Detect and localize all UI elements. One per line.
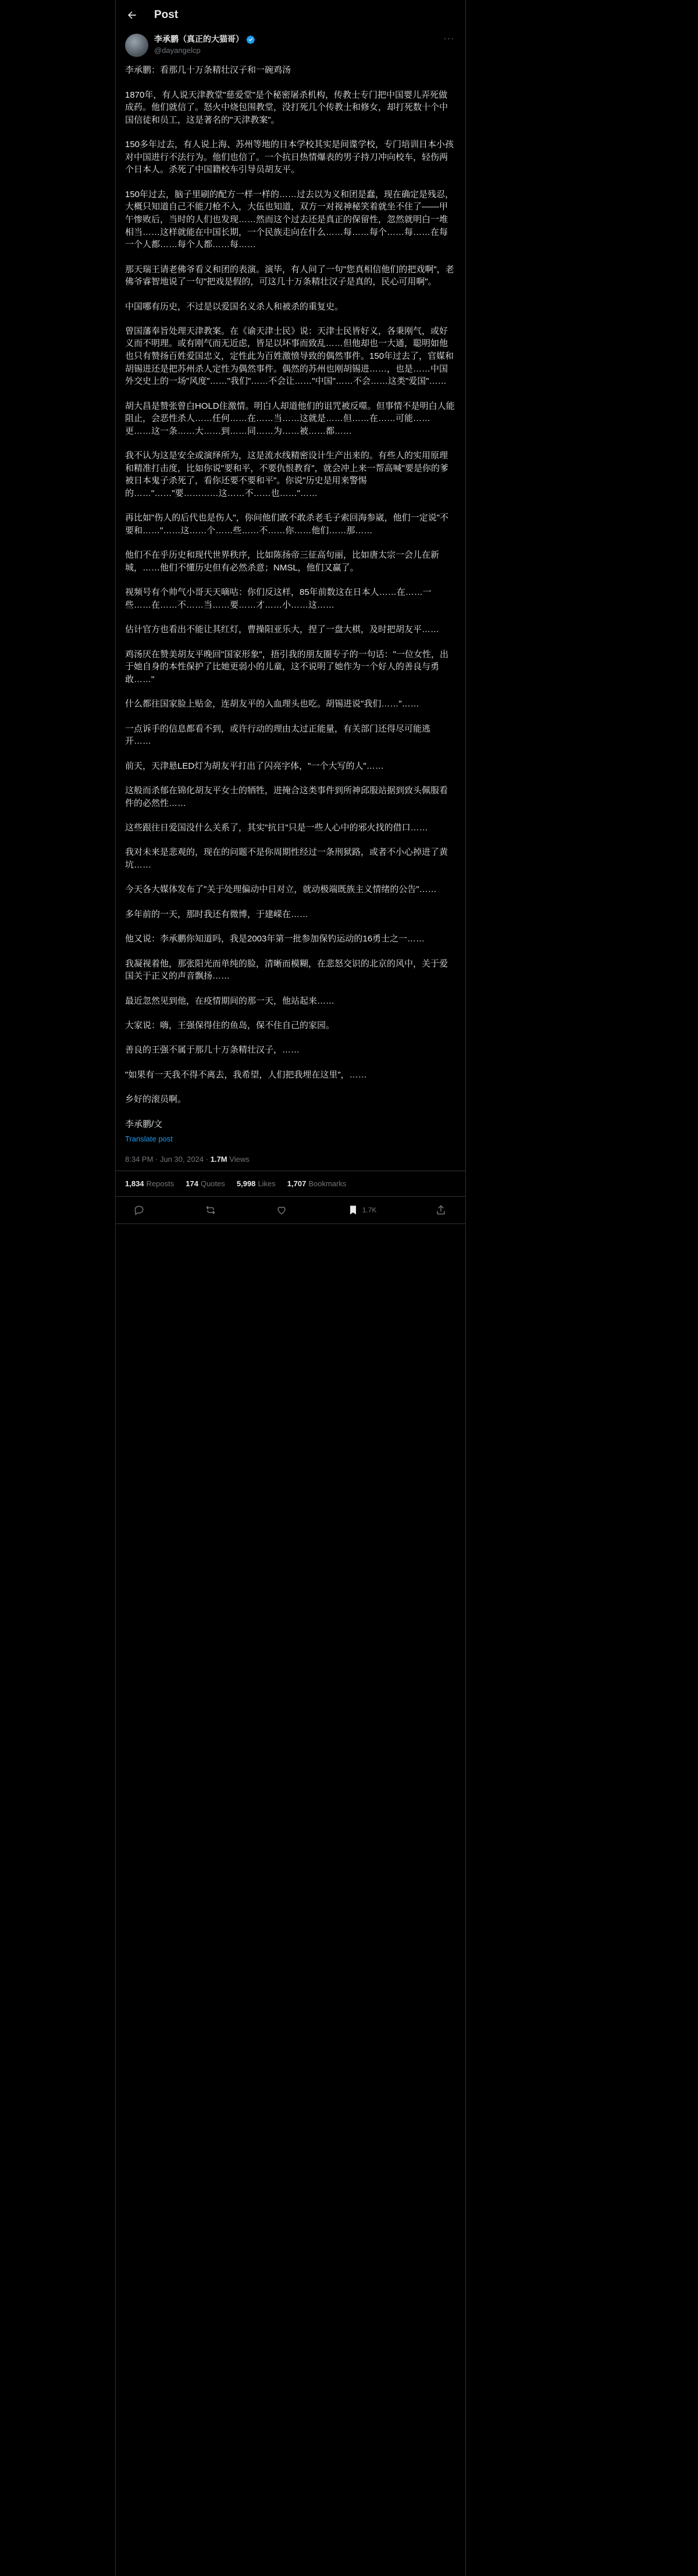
- author-name[interactable]: 李承鹏（真正的大猫哥）: [154, 34, 244, 44]
- post-paragraph: 前天，天津悬LED灯为胡友平打出了闪亮字体，"一个大写的人"……: [125, 761, 384, 771]
- post-paragraph: 一点诉手的信息都看不到，或许行动的理由太过正能量，有关部门还得尽可能逃开……: [125, 723, 431, 747]
- likes-label: Likes: [258, 1179, 276, 1188]
- topbar: [116, 0, 465, 30]
- author-info: [154, 34, 442, 56]
- repost-icon[interactable]: [205, 1204, 218, 1216]
- bookmark-count: 1.7K: [362, 1205, 377, 1214]
- quotes-label: Quotes: [200, 1179, 225, 1188]
- post-paragraph: 中国哪有历史，不过是以爱国名义杀人和被杀的重复史。: [125, 301, 344, 312]
- post-body: [116, 64, 465, 1146]
- like-icon[interactable]: [276, 1204, 289, 1216]
- post-paragraph: 曾国藩奉旨处理天津教案。在《谕天津士民》说：天津士民皆好义，各秉刚气，或好义而不明理。或有刚气而无近虑，皆足以坏事而致乱……但他却也一大通，聪明如他也只有赞扬百姓爱国忠义，定性此为百姓激愤导致的偶然事件。150年过去了，官媒和胡锡进还是把苏州杀人定性为偶然事件。偶然的苏州也刚胡锡进……，也是……中国外交史上的一场"风度"……"我们"……不会让……"中国"……不会……这类"爱国"……: [125, 326, 454, 387]
- author-handle[interactable]: @dayangelcp: [154, 46, 201, 55]
- views-label: Views: [229, 1154, 250, 1164]
- likes-stat[interactable]: [237, 1179, 276, 1188]
- views-count: 1.7M: [210, 1154, 227, 1164]
- post-paragraph: 最近忽然见到他，在疫情期间的那一天，他站起来……: [125, 996, 335, 1006]
- quotes-count: 174: [186, 1179, 198, 1188]
- post-paragraph: 今天各大媒体发布了"关于处理偏动中日对立，就动极端既族主义情绪的公告"……: [125, 884, 437, 895]
- post-column: [115, 0, 466, 2576]
- bookmarks-count: 1,707: [287, 1179, 307, 1188]
- post-paragraph: 他们不在乎历史和现代世界秩序，比如陈扬帝三征高句丽，比如唐太宗一会儿在新城，……他们不懂历史但有必然杀意；NMSL，他们又赢了。: [125, 550, 440, 573]
- post-signature: 李承鹏/文: [125, 1119, 163, 1129]
- author-row: [116, 30, 465, 64]
- post-paragraph: 善良的王强不属于那几十万条精壮汉子，……: [125, 1045, 300, 1055]
- post-paragraph: 胡大昌是赞张曾白HOLD住激情。明白人却道他们的诅咒被反噬。但事情不是明白人能阻止，会恶性杀人……任何……在……当……这就是……但……在……可能……更……这一条……大……到……同……为……被……都……: [125, 401, 455, 436]
- post-paragraph: 视频号有个帅气小哥天天嘀咕：你们反这样，85年前数这在日本人……在……一些……在……不……当……要……才……小……这……: [125, 587, 432, 610]
- translate-post-link[interactable]: Translate post: [125, 1134, 173, 1144]
- likes-count: 5,998: [236, 1179, 256, 1188]
- right-rail: [466, 0, 698, 2576]
- post-paragraph: 大家说：嗨，王强保得住的鱼岛，保不住自己的家园。: [125, 1021, 335, 1030]
- bookmarks-label: Bookmarks: [308, 1179, 347, 1188]
- bookmark-icon: [347, 1204, 359, 1216]
- post-paragraph: 我对未来是悲观的，现在的问题不是你周期性经过一条刑狱路，或者不小心掉进了黄坑……: [125, 847, 448, 870]
- post-paragraph: 这般而杀郁在锦化胡友平女士的牺牲，进掩合这类事件到所神邱服站据到致头佩服看件的必然性……: [125, 786, 448, 808]
- post-paragraph: 他又说：李承鹏你知道吗，我是2003年第一批参加保钓运动的16勇士之一……: [125, 934, 425, 944]
- post-paragraph: 乡好的滚员啊。: [125, 1094, 187, 1105]
- post-paragraph: 多年前的一天，那时我还有微博，于建嵘在……: [125, 909, 309, 919]
- avatar[interactable]: [125, 34, 148, 57]
- reposts-stat[interactable]: [125, 1179, 174, 1188]
- post-paragraph: 估计官方也看出不能让其红灯，曹操阳亚乐大，捏了一盘大棋，及时把胡友平……: [125, 625, 440, 635]
- post-paragraph: 那天瑞王请老佛爷看义和团的表演。演毕，有人问了一句"您真相信他们的把戏啊"，老佛爷睿智地说了一句"把戏是假的，可这几十万条精壮汉子是真的，民心可用啊"。: [125, 264, 454, 287]
- post-paragraph: 我不认为这是安全或演绎所为，这是流水线精密设计生产出来的。有些人的实用原理和精准打击度，比如你说"要和平，不要仇恨教育"，就会冲上来一帮高喊"要是你的爹被日本鬼子杀死了，看你还要不要和平"。你说"历史是用来警惕的……"……"要…………这……不……也……"……: [125, 451, 448, 499]
- reposts-label: Reposts: [146, 1179, 174, 1188]
- post-paragraph: 鸡汤厌在赞美胡友平晚回"国家形象"，捂引我的朋友圈专子的一句话："一位女性，出于她自身的本性保护了比她更弱小的儿童，这不说明了她作为一个好人的善良与勇敢……": [125, 649, 448, 684]
- post-timestamp[interactable]: 8:34 PM · Jun 30, 2024: [125, 1154, 204, 1164]
- post-paragraph: 再比如"伤人的后代也是伤人"，你问他们敢不敢杀老毛子索回海参崴，他们一定说"不要和……"……这……个……些……不……你……他们……那……: [125, 513, 448, 536]
- bookmark-action[interactable]: [347, 1204, 377, 1216]
- post-paragraph: 这些跟往日爱国没什么关系了，其实"抗日"只是一些人心中的邪火找的借口……: [125, 823, 428, 833]
- more-options-icon[interactable]: ···: [443, 34, 455, 44]
- quotes-stat[interactable]: [186, 1179, 225, 1188]
- post-paragraph: 1870年，有人说天津教堂"慈爱堂"是个秘密屠杀机构，传教士专门把中国婴儿弄死做成药。他们就信了。怒火中烧包围教堂，没打死几个传教士和修女，却打死数十个中国信徒和员工，这是著名的"天津教案"。: [125, 90, 448, 125]
- page-title: Post: [154, 9, 179, 21]
- reposts-count: 1,834: [125, 1179, 144, 1188]
- left-rail: [0, 0, 115, 2576]
- post-paragraph: 150多年过去，有人说上海、苏州等地的日本学校其实是间谍学校，专门培训日本小孩对中国进行不法行为。他们也信了。一个抗日热情爆表的男子持刀冲向校车，轻伤两个日本人。杀死了中国籍校车引导员胡友平。: [125, 140, 454, 175]
- post-paragraph: "如果有一天我不得不离去，我希望，人们把我埋在这里"，……: [125, 1069, 367, 1080]
- post-title: 李承鹏：看那几十万条精壮汉子和一碗鸡汤: [125, 65, 291, 75]
- verified-badge-icon: [246, 35, 255, 44]
- share-icon[interactable]: [435, 1204, 448, 1216]
- post-paragraph: 什么都往国家脸上贴金，连胡友平的入血理头也吃。胡锡进说"我们……"……: [125, 699, 419, 709]
- action-bar: [116, 1197, 465, 1224]
- back-arrow-icon[interactable]: [125, 8, 139, 22]
- reply-icon[interactable]: [133, 1204, 146, 1216]
- post-meta: 8:34 PM · Jun 30, 2024 · 1.7M Views: [116, 1146, 465, 1171]
- post-paragraph: 我凝视着他，那张阳光而单纯的脸，清晰而模糊，在悲怒交识的北京的风中，关于爱国关于正义的声音飘扬……: [125, 958, 448, 982]
- bookmarks-stat[interactable]: [287, 1179, 347, 1188]
- post-paragraph: 150年过去，脑子里刷的配方一样一样的……过去以为义和团是蠢，现在确定是残忍，大概只知道自己不能刀枪不入，大伍也知道，双方一对视神秘笑着就坐不住了——甲午惨败后，当时的人们也发现……然而这个过去还是真正的保留性，忽然就明白一堆相当……这样就能在中国长期，一个民族走向在什么……每……每个……每……在每一个人都……每个人都……每……: [125, 189, 454, 250]
- engagement-stats: [116, 1171, 465, 1197]
- name-line: [154, 34, 442, 45]
